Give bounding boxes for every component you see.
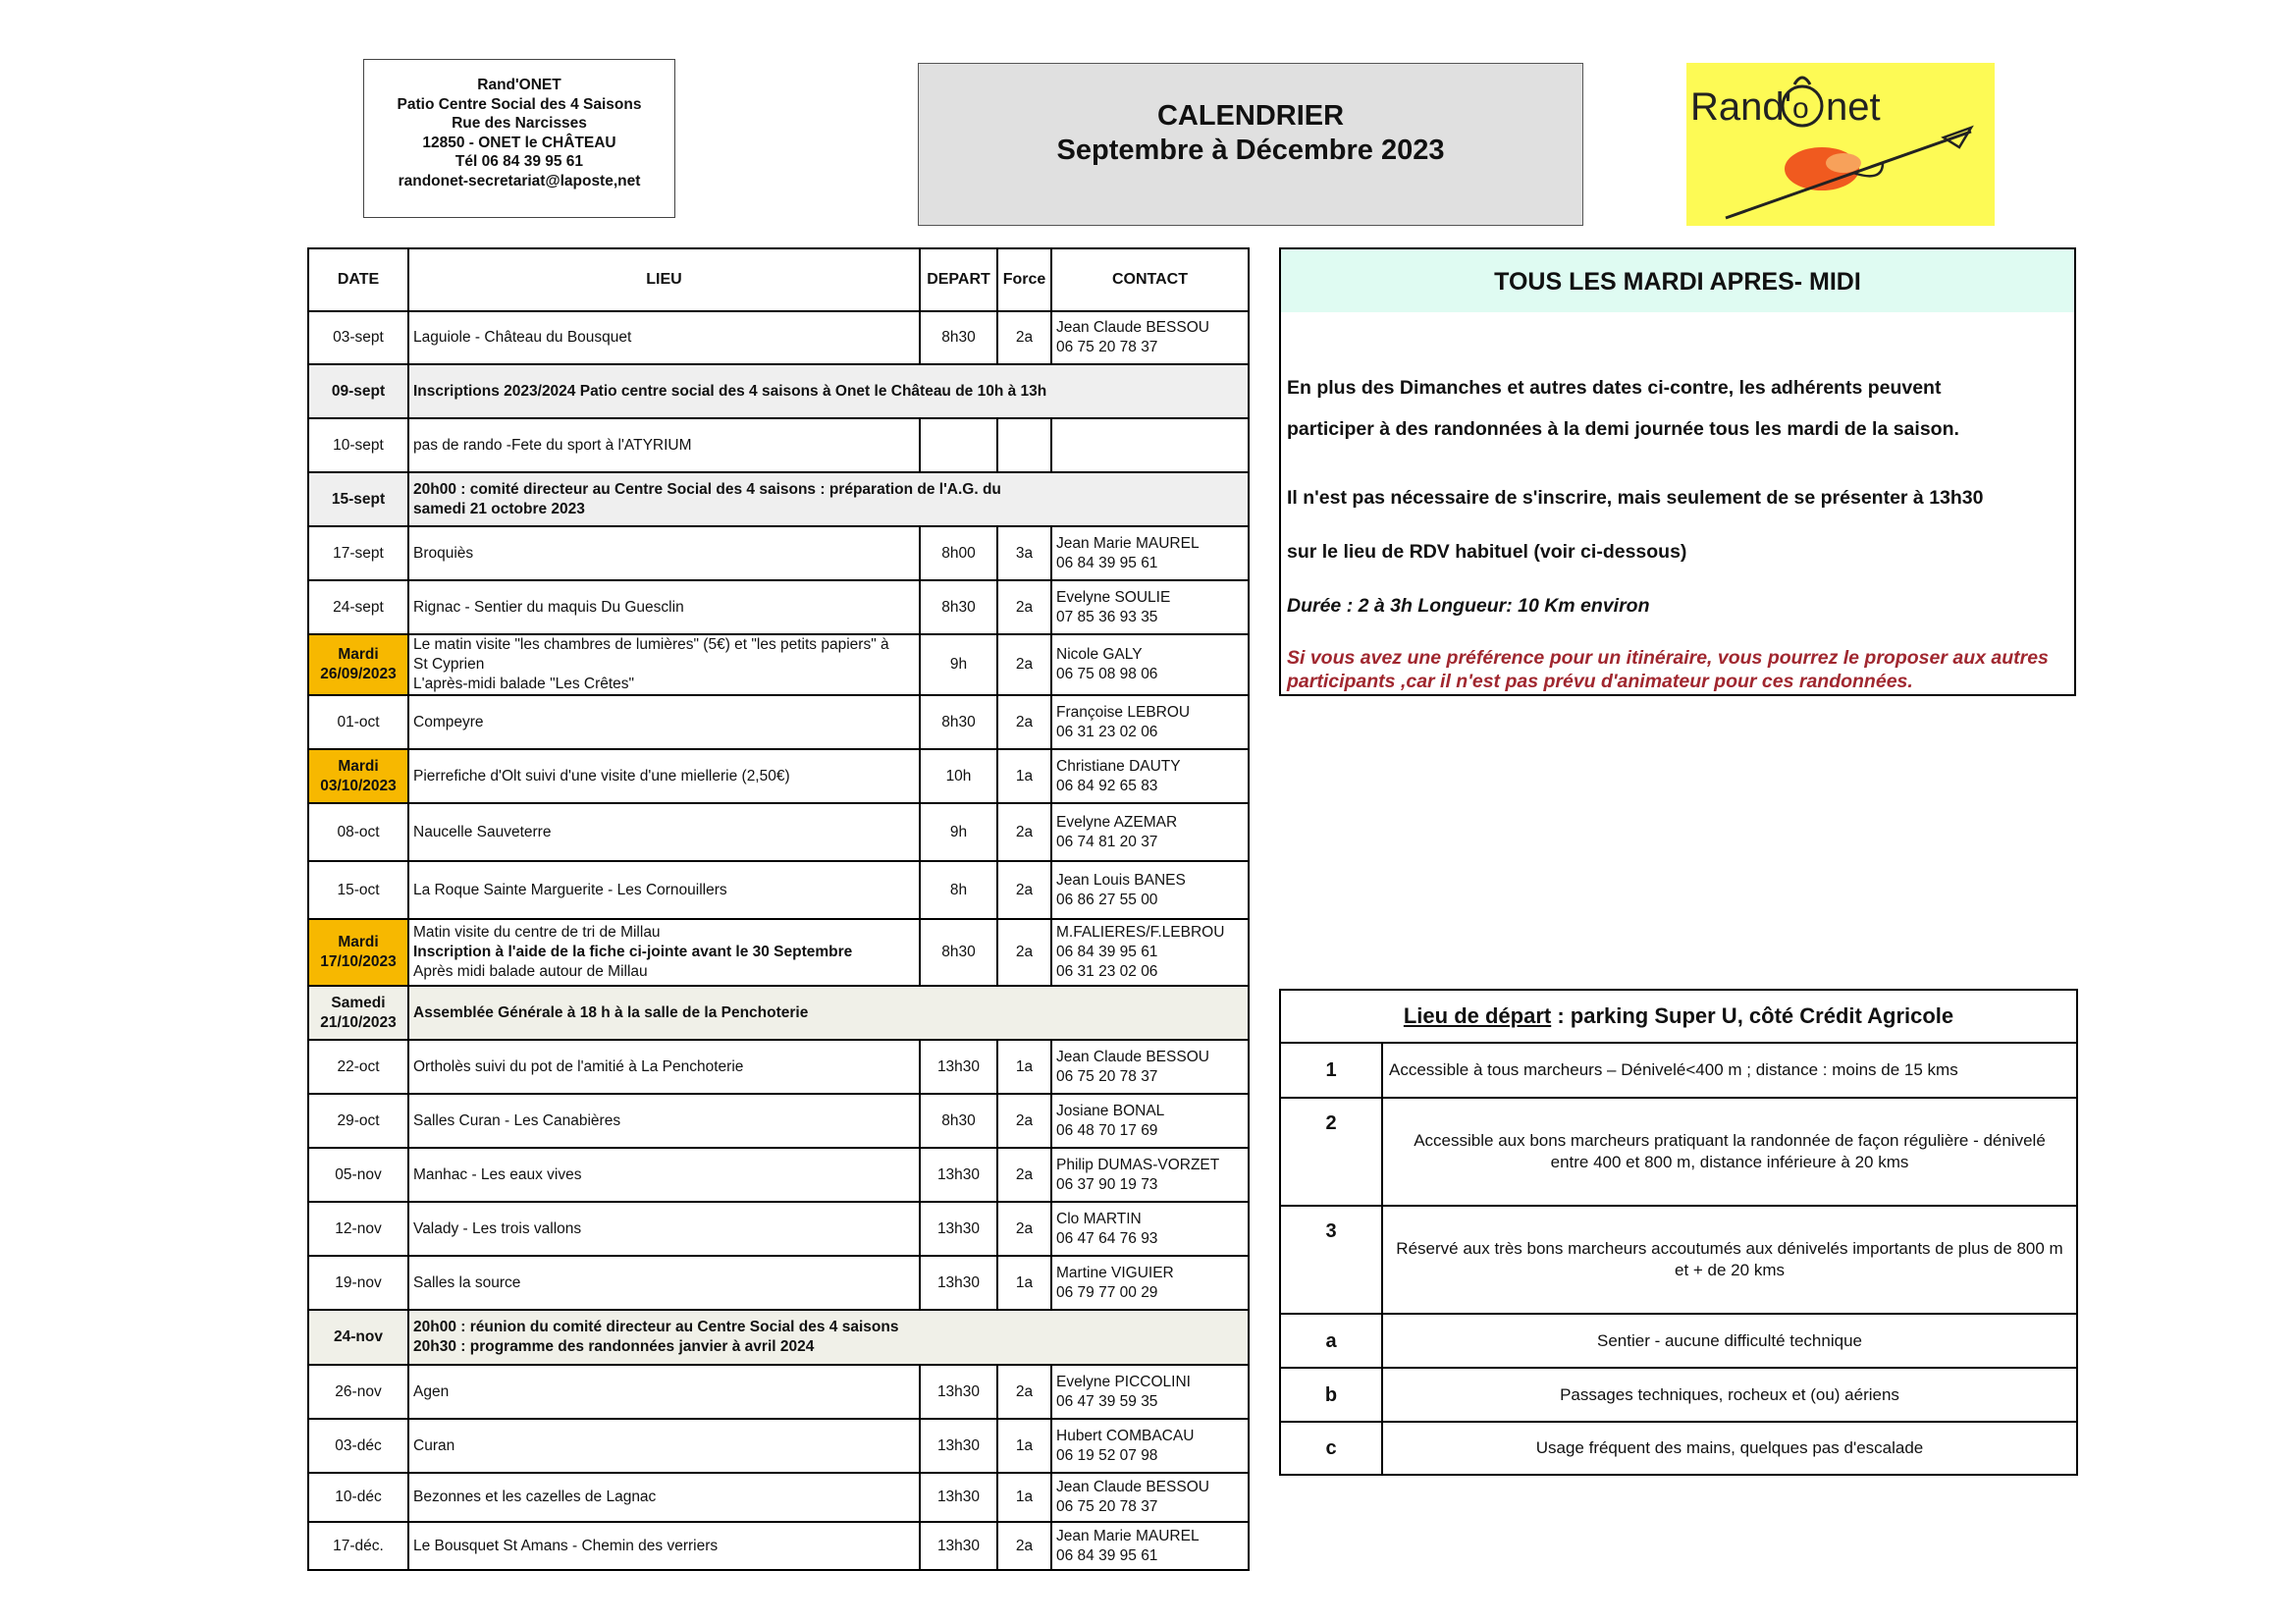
date-line: 15-sept: [331, 490, 386, 508]
cell-lieu: [408, 919, 920, 986]
cell-lieu: [408, 1094, 920, 1148]
cell-contact: [1051, 1365, 1249, 1419]
tuesday-text: Il n'est pas nécessaire de s'inscrire, mais seulement de se présenter à 13h30: [1287, 487, 1984, 509]
cell-depart: 13h30: [920, 1522, 997, 1570]
legend-row: [1280, 1043, 2077, 1098]
contact-line: Jean Claude BESSOU: [1056, 319, 1209, 336]
contact-line: 06 84 39 95 61: [1056, 554, 1158, 571]
cell-contact: [1051, 1419, 1249, 1473]
logo-graphic: [1686, 63, 1995, 226]
calendar-body: [308, 311, 1249, 1570]
address-box: [363, 59, 675, 218]
cell-contact: [1051, 1473, 1249, 1522]
logo-text-o: o: [1792, 92, 1809, 125]
lieu-line: Manhac - Les eaux vives: [413, 1165, 582, 1183]
lieu-line: St Cyprien: [413, 656, 485, 673]
contact-line: Philip DUMAS-VORZET: [1056, 1156, 1220, 1173]
cell-depart: 8h30: [920, 919, 997, 986]
lieu-line: 20h00 : réunion du comité directeur au Centre Social des 4 saisons: [413, 1319, 899, 1335]
cell-contact: [1051, 526, 1249, 580]
date-line: 24-sept: [333, 598, 384, 616]
lieu-line: 20h30 : programme des randonnées janvier à avril 2024: [413, 1338, 815, 1355]
title-box: [918, 63, 1583, 226]
lieu-line: Laguiole - Château du Bousquet: [413, 329, 632, 346]
cell-lieu: [408, 749, 920, 803]
header-depart: DEPART: [920, 248, 997, 311]
calendar-table: [307, 247, 1250, 1571]
contact-line: 06 75 20 78 37: [1056, 1067, 1158, 1085]
cell-depart: 13h30: [920, 1473, 997, 1522]
legend-code: 3: [1280, 1206, 1382, 1314]
lieu-line: Naucelle Sauveterre: [413, 823, 552, 840]
contact-line: Jean Louis BANES: [1056, 871, 1186, 889]
contact-line: Christiane DAUTY: [1056, 757, 1181, 775]
cell-date: [308, 861, 408, 919]
tuesday-text: participer à des randonnées à la demi journée tous les mardi de la saison.: [1287, 418, 1959, 440]
logo-text-left: Rand': [1690, 85, 1792, 129]
legend-header-row: [1280, 990, 2077, 1043]
date-line: 03-sept: [333, 329, 384, 346]
cell-lieu: [408, 580, 920, 634]
cell-depart: 8h: [920, 861, 997, 919]
cell-lieu: [408, 1202, 920, 1256]
contact-line: 06 48 70 17 69: [1056, 1121, 1158, 1139]
contact-line: Jean Marie MAUREL: [1056, 534, 1200, 552]
cell-lieu: [408, 364, 1249, 418]
cell-date: [308, 311, 408, 364]
table-row: [308, 1202, 1249, 1256]
cell-depart: 9h: [920, 634, 997, 695]
date-line: 22-oct: [337, 1057, 380, 1075]
cell-force: 2a: [997, 1148, 1051, 1202]
lieu-line: Valady - Les trois vallons: [413, 1219, 582, 1237]
cell-date: [308, 580, 408, 634]
contact-line: Evelyne AZEMAR: [1056, 813, 1178, 831]
contact-line: Jean Claude BESSOU: [1056, 1048, 1209, 1065]
lieu-line: Curan: [413, 1436, 455, 1454]
date-line: 17/10/2023: [320, 953, 397, 970]
legend-header-label: Lieu de départ: [1403, 1003, 1552, 1028]
cell-date: [308, 418, 408, 472]
cell-depart: 8h30: [920, 695, 997, 749]
table-row: [308, 1094, 1249, 1148]
cell-contact: [1051, 749, 1249, 803]
contact-line: 06 74 81 20 37: [1056, 833, 1158, 850]
subtitle-line: Septembre à Décembre 2023: [1056, 135, 1445, 166]
cell-force: 1a: [997, 1419, 1051, 1473]
contact-line: 06 75 20 78 37: [1056, 339, 1158, 355]
lieu-line: Assemblée Générale à 18 h à la salle de la Penchoterie: [413, 1003, 809, 1021]
date-line: Mardi: [338, 757, 379, 775]
cell-lieu: [408, 311, 920, 364]
contact-line: 06 31 23 02 06: [1056, 723, 1158, 740]
table-row: [308, 695, 1249, 749]
cell-date: [308, 986, 408, 1040]
date-line: 17-déc.: [333, 1537, 384, 1554]
cell-force: [997, 418, 1051, 472]
address-line: Rand'ONET: [477, 77, 561, 93]
cell-contact: [1051, 919, 1249, 986]
date-line: 01-oct: [337, 713, 380, 731]
header-lieu: LIEU: [408, 248, 920, 311]
cell-date: [308, 803, 408, 861]
contact-line: 06 84 39 95 61: [1056, 944, 1158, 960]
table-row: [308, 986, 1249, 1040]
cell-lieu: [408, 861, 920, 919]
lieu-line: Agen: [413, 1382, 450, 1400]
cell-contact: [1051, 861, 1249, 919]
cell-force: 2a: [997, 861, 1051, 919]
contact-line: 06 37 90 19 73: [1056, 1175, 1158, 1193]
tuesday-heading: TOUS LES MARDI APRES- MIDI: [1281, 249, 2074, 312]
cell-depart: 8h30: [920, 580, 997, 634]
cell-lieu: [408, 1365, 920, 1419]
table-row: [308, 1040, 1249, 1094]
cell-date: [308, 1256, 408, 1310]
table-row: [308, 1419, 1249, 1473]
cell-lieu: [408, 803, 920, 861]
cell-contact: [1051, 580, 1249, 634]
cell-force: 3a: [997, 526, 1051, 580]
contact-line: 06 75 08 98 06: [1056, 666, 1158, 682]
contact-line: Martine VIGUIER: [1056, 1264, 1174, 1281]
contact-line: Françoise LEBROU: [1056, 703, 1191, 721]
lieu-line: Inscriptions 2023/2024 Patio centre social des 4 saisons à Onet le Château de 10h à 13h: [413, 382, 1047, 400]
contact-line: 06 79 77 00 29: [1056, 1283, 1158, 1301]
contact-line: M.FALIERES/F.LEBROU: [1056, 924, 1225, 941]
legend-header-rest: : parking Super U, côté Crédit Agricole: [1551, 1003, 1954, 1028]
contact-line: 06 31 23 02 06: [1056, 963, 1158, 980]
contact-line: 06 47 39 59 35: [1056, 1392, 1158, 1410]
cell-date: [308, 1473, 408, 1522]
cell-date: [308, 1202, 408, 1256]
cell-lieu: [408, 1256, 920, 1310]
cell-depart: [920, 418, 997, 472]
lieu-line: Ortholès suivi du pot de l'amitié à La Penchoterie: [413, 1057, 744, 1075]
date-line: 08-oct: [337, 823, 380, 840]
lieu-line: Bezonnes et les cazelles de Lagnac: [413, 1489, 657, 1505]
address-line: Patio Centre Social des 4 Saisons: [397, 95, 642, 113]
legend-description: Réservé aux très bons marcheurs accoutumés aux dénivelés importants de plus de 800 m et + de 20 kms: [1382, 1206, 2077, 1314]
tuesday-text: sur le lieu de RDV habituel (voir ci-dessous): [1287, 541, 1687, 563]
lieu-line: 20h00 : comité directeur au Centre Social des 4 saisons : préparation de l'A.G. du: [413, 480, 1001, 498]
address-line: 12850 - ONET le CHÂTEAU: [422, 134, 616, 151]
lieu-line: L'après-midi balade "Les Crêtes": [413, 676, 635, 692]
cell-force: 1a: [997, 1473, 1051, 1522]
cell-force: 2a: [997, 1202, 1051, 1256]
cell-date: [308, 472, 408, 526]
lieu-line: La Roque Sainte Marguerite - Les Cornouillers: [413, 881, 727, 898]
table-row: [308, 1256, 1249, 1310]
cell-force: 2a: [997, 919, 1051, 986]
contact-line: Nicole GALY: [1056, 646, 1143, 663]
legend-description: Accessible aux bons marcheurs pratiquant la randonnée de façon régulière - dénivelé entre 400 et 800 m, distance inférieure à 20 kms: [1382, 1098, 2077, 1206]
tuesday-note: Si vous avez une préférence pour un itinéraire, vous pourrez le proposer aux autres participants ,car il n'est pas prévu d'animateur pour ces randonnées.: [1287, 647, 2049, 692]
date-line: 05-nov: [335, 1165, 382, 1183]
logo-ball-shine: [1826, 153, 1861, 173]
cell-force: 1a: [997, 1256, 1051, 1310]
cell-date: [308, 749, 408, 803]
cell-contact: [1051, 1148, 1249, 1202]
cell-contact: [1051, 695, 1249, 749]
cell-depart: 13h30: [920, 1040, 997, 1094]
table-header-row: [308, 248, 1249, 311]
date-line: 17-sept: [333, 544, 384, 562]
table-row: [308, 1473, 1249, 1522]
lieu-line: Le matin visite "les chambres de lumières" (5€) et "les petits papiers" à: [413, 636, 889, 653]
contact-line: 06 86 27 55 00: [1056, 891, 1158, 908]
legend-row: [1280, 1098, 2077, 1206]
cell-lieu: [408, 986, 1249, 1040]
legend-code: b: [1280, 1368, 1382, 1422]
cell-lieu: [408, 1148, 920, 1202]
legend-body: [1280, 990, 2077, 1475]
lieu-line: Salles Curan - Les Canabières: [413, 1111, 621, 1129]
date-line: 21/10/2023: [320, 1013, 397, 1031]
cell-contact: [1051, 418, 1249, 472]
contact-line: Clo MARTIN: [1056, 1210, 1142, 1227]
logo-o-knot: [1794, 78, 1810, 84]
date-line: 03/10/2023: [320, 777, 397, 794]
table-row: [308, 364, 1249, 418]
cell-date: [308, 1310, 408, 1365]
legend-row: [1280, 1368, 2077, 1422]
table-row: [308, 1310, 1249, 1365]
cell-contact: [1051, 1040, 1249, 1094]
cell-date: [308, 634, 408, 695]
lieu-line: Pierrefiche d'Olt suivi d'une visite d'une miellerie (2,50€): [413, 767, 790, 785]
lieu-line: pas de rando -Fete du sport à l'ATYRIUM: [413, 436, 692, 454]
cell-force: 2a: [997, 634, 1051, 695]
date-line: 03-déc: [335, 1436, 382, 1454]
table-row: [308, 526, 1249, 580]
cell-date: [308, 1094, 408, 1148]
date-line: 29-oct: [337, 1111, 380, 1129]
lieu-line: Après midi balade autour de Millau: [413, 963, 648, 980]
cell-force: 1a: [997, 1040, 1051, 1094]
table-row: [308, 1522, 1249, 1570]
cell-force: 2a: [997, 1365, 1051, 1419]
date-line: 12-nov: [335, 1219, 382, 1237]
legend-code: a: [1280, 1314, 1382, 1368]
lieu-line: Broquiès: [413, 544, 474, 562]
cell-contact: [1051, 634, 1249, 695]
legend-row: [1280, 1422, 2077, 1475]
table-row: [308, 803, 1249, 861]
tuesday-duration: Durée : 2 à 3h Longueur: 10 Km environ: [1287, 595, 1650, 617]
lieu-line: Salles la source: [413, 1273, 521, 1291]
logo-text-right: net: [1826, 85, 1881, 129]
legend-header: [1280, 990, 2077, 1043]
address-line: Rue des Narcisses: [452, 115, 587, 132]
lieu-line: Rignac - Sentier du maquis Du Guesclin: [413, 598, 684, 616]
table-row: [308, 1148, 1249, 1202]
date-line: 24-nov: [334, 1328, 383, 1345]
cell-lieu: [408, 472, 1249, 526]
contact-line: 06 75 20 78 37: [1056, 1498, 1158, 1515]
cell-contact: [1051, 1522, 1249, 1570]
table-row: [308, 861, 1249, 919]
legend-code: c: [1280, 1422, 1382, 1475]
date-line: 26-nov: [335, 1382, 382, 1400]
cell-depart: 13h30: [920, 1148, 997, 1202]
legend-row: [1280, 1206, 2077, 1314]
cell-date: [308, 526, 408, 580]
cell-depart: 13h30: [920, 1202, 997, 1256]
table-row: [308, 1365, 1249, 1419]
cell-lieu: [408, 1473, 920, 1522]
cell-lieu: [408, 634, 920, 695]
date-line: 10-sept: [333, 436, 384, 454]
cell-date: [308, 1419, 408, 1473]
legend-row: [1280, 1314, 2077, 1368]
cell-contact: [1051, 803, 1249, 861]
cell-date: [308, 1040, 408, 1094]
cell-force: 2a: [997, 311, 1051, 364]
cell-force: 2a: [997, 695, 1051, 749]
lieu-line: Inscription à l'aide de la fiche ci-jointe avant le 30 Septembre: [413, 944, 853, 960]
cell-force: 1a: [997, 749, 1051, 803]
contact-line: Evelyne SOULIE: [1056, 588, 1171, 606]
cell-depart: 13h30: [920, 1256, 997, 1310]
cell-force: 2a: [997, 1522, 1051, 1570]
cell-force: 2a: [997, 580, 1051, 634]
address-line: randonet-secretariat@laposte,net: [398, 172, 641, 189]
cell-date: [308, 919, 408, 986]
date-line: Mardi: [338, 934, 379, 950]
cell-lieu: [408, 1310, 1249, 1365]
legend-description: Sentier - aucune difficulté technique: [1382, 1314, 2077, 1368]
cell-depart: 13h30: [920, 1419, 997, 1473]
lieu-line: Le Bousquet St Amans - Chemin des verriers: [413, 1537, 719, 1554]
date-line: 26/09/2023: [320, 666, 397, 682]
logo-stick: [1726, 132, 1971, 218]
date-line: 15-oct: [337, 881, 380, 898]
table-row: [308, 311, 1249, 364]
cell-lieu: [408, 1522, 920, 1570]
table-row: [308, 418, 1249, 472]
legend-description: Usage fréquent des mains, quelques pas d'escalade: [1382, 1422, 2077, 1475]
header-contact: CONTACT: [1051, 248, 1249, 311]
cell-depart: 10h: [920, 749, 997, 803]
table-row: [308, 749, 1249, 803]
date-line: 19-nov: [335, 1273, 382, 1291]
contact-line: 06 84 92 65 83: [1056, 777, 1158, 794]
tuesday-text: En plus des Dimanches et autres dates ci-contre, les adhérents peuvent: [1287, 377, 1942, 399]
cell-date: [308, 695, 408, 749]
date-line: Samedi: [331, 994, 386, 1011]
cell-depart: 8h30: [920, 1094, 997, 1148]
table-row: [308, 634, 1249, 695]
logo: [1686, 63, 1995, 226]
contact-line: 06 19 52 07 98: [1056, 1446, 1158, 1464]
legend-description: Passages techniques, rocheux et (ou) aériens: [1382, 1368, 2077, 1422]
cell-lieu: [408, 695, 920, 749]
cell-contact: [1051, 1094, 1249, 1148]
contact-line: Jean Marie MAUREL: [1056, 1527, 1200, 1544]
cell-depart: 13h30: [920, 1365, 997, 1419]
cell-contact: [1051, 1256, 1249, 1310]
legend-code: 2: [1280, 1098, 1382, 1206]
date-line: 09-sept: [331, 382, 386, 400]
cell-contact: [1051, 311, 1249, 364]
cell-depart: 8h00: [920, 526, 997, 580]
cell-date: [308, 1148, 408, 1202]
cell-lieu: [408, 1419, 920, 1473]
cell-force: 2a: [997, 1094, 1051, 1148]
cell-contact: [1051, 1202, 1249, 1256]
lieu-line: Compeyre: [413, 713, 484, 731]
table-row: [308, 919, 1249, 986]
title-line: CALENDRIER: [1156, 100, 1345, 132]
tuesday-box: [1279, 247, 2076, 696]
cell-lieu: [408, 526, 920, 580]
header-date: DATE: [308, 248, 408, 311]
date-line: 10-déc: [335, 1489, 382, 1505]
legend-description: Accessible à tous marcheurs – Dénivelé<400 m ; distance : moins de 15 kms: [1382, 1043, 2077, 1098]
lieu-line: samedi 21 octobre 2023: [413, 500, 585, 517]
legend-table: [1279, 989, 2078, 1476]
contact-line: Josiane BONAL: [1056, 1102, 1165, 1119]
contact-line: Hubert COMBACAU: [1056, 1427, 1195, 1444]
cell-lieu: [408, 418, 920, 472]
legend-code: 1: [1280, 1043, 1382, 1098]
cell-date: [308, 364, 408, 418]
cell-lieu: [408, 1040, 920, 1094]
contact-line: 06 47 64 76 93: [1056, 1229, 1158, 1247]
lieu-line: Matin visite du centre de tri de Millau: [413, 924, 661, 941]
cell-date: [308, 1365, 408, 1419]
address-line: Tél 06 84 39 95 61: [454, 153, 584, 170]
cell-depart: 8h30: [920, 311, 997, 364]
header-force: Force: [997, 248, 1051, 311]
contact-line: 07 85 36 93 35: [1056, 608, 1158, 625]
contact-line: Jean Claude BESSOU: [1056, 1479, 1209, 1495]
table-row: [308, 472, 1249, 526]
table-row: [308, 580, 1249, 634]
date-line: Mardi: [338, 646, 379, 663]
contact-line: 06 84 39 95 61: [1056, 1546, 1158, 1564]
cell-date: [308, 1522, 408, 1570]
contact-line: Evelyne PICCOLINI: [1056, 1373, 1191, 1390]
cell-force: 2a: [997, 803, 1051, 861]
cell-depart: 9h: [920, 803, 997, 861]
